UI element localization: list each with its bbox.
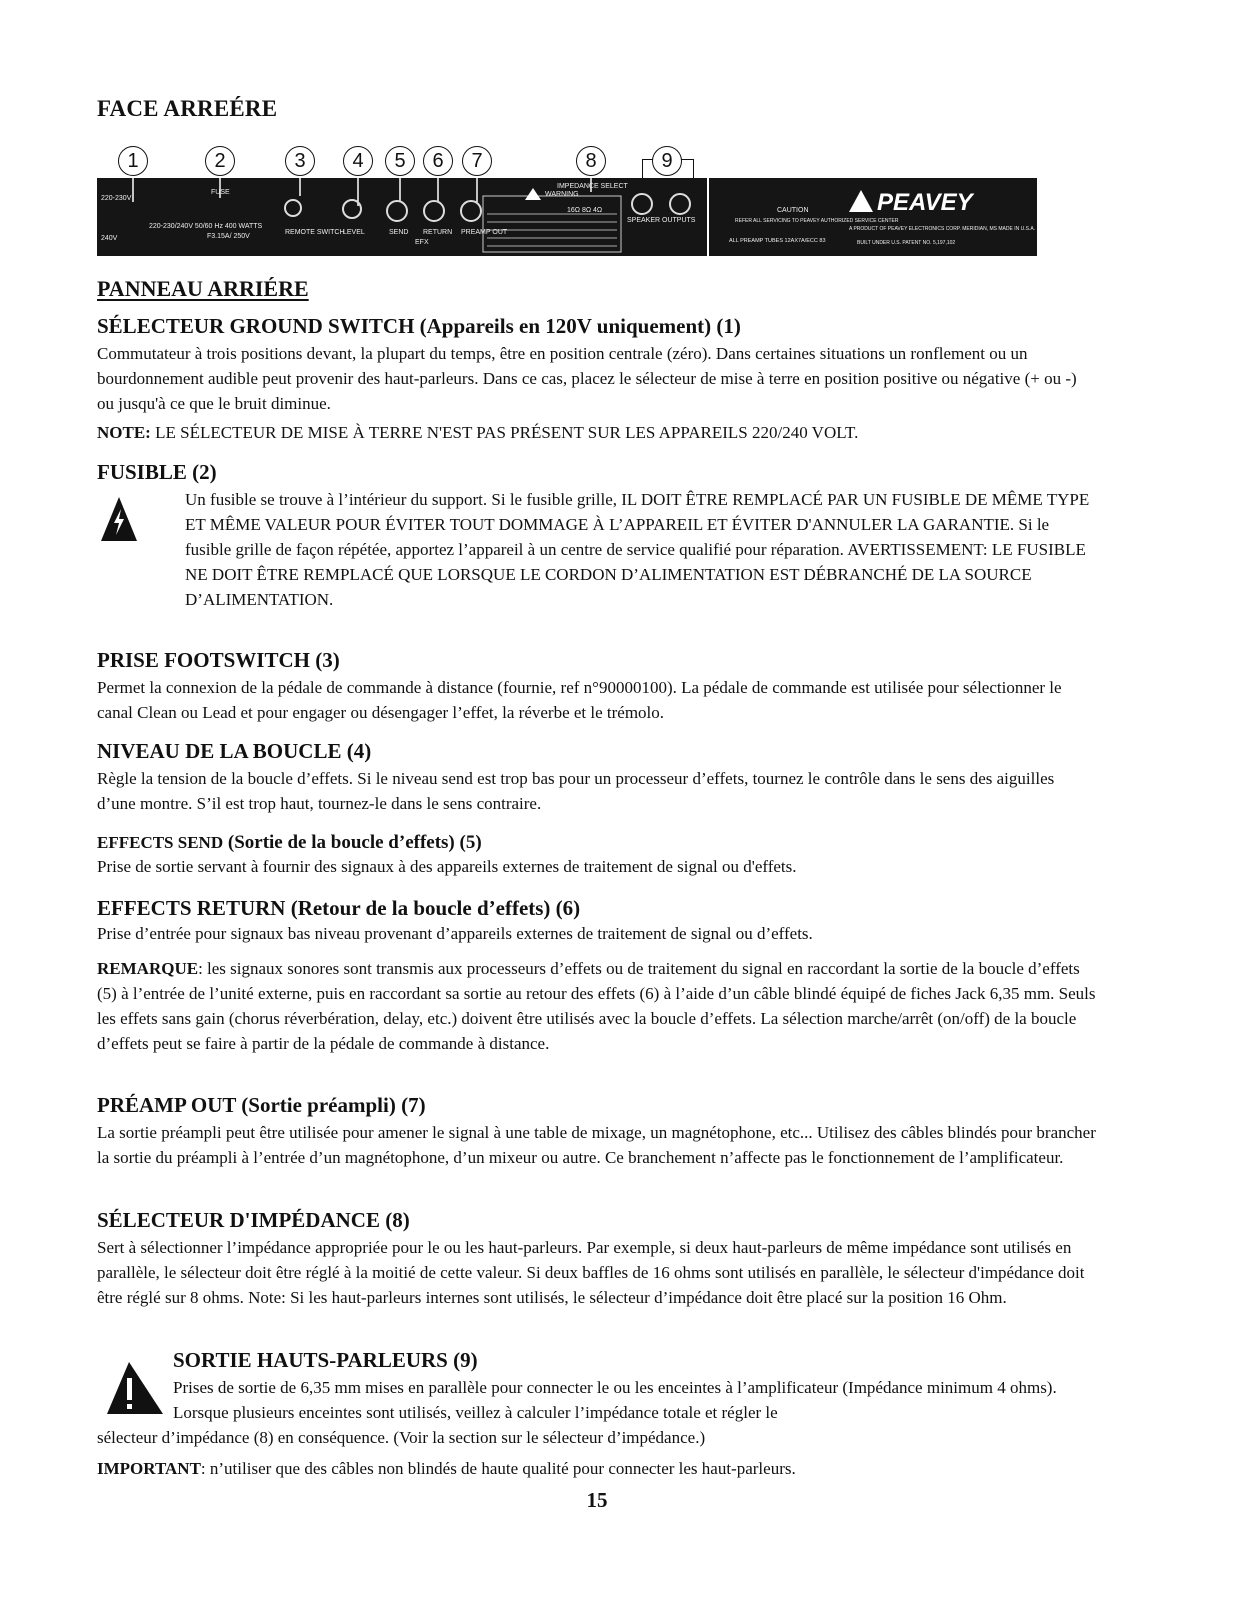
section-footswitch bbox=[97, 648, 1097, 725]
manual-page bbox=[97, 96, 1097, 1512]
panel-fuse-rating: F3.15A/ 250V bbox=[207, 233, 250, 240]
caution-warning-icon bbox=[97, 1348, 173, 1424]
panel-tubes: ALL PREAMP TUBES 12AX7A/ECC 83 bbox=[729, 238, 826, 244]
electric-shock-warning-icon bbox=[97, 487, 185, 557]
speakers-text-b: sélecteur d’impédance (8) en conséquence. (Voir la section sur le sélecteur d’impédance.) bbox=[97, 1428, 706, 1447]
remark-paragraph bbox=[97, 956, 1097, 1056]
callout-5: 5 bbox=[385, 146, 415, 176]
footswitch-title: PRISE FOOTSWITCH (3) bbox=[97, 648, 340, 672]
section-remark bbox=[97, 956, 1097, 1056]
callout-9: 9 bbox=[652, 146, 682, 176]
send-title-a: EFFECTS SEND bbox=[97, 833, 224, 852]
panel-speaker-outputs: SPEAKER OUTPUTS bbox=[627, 217, 696, 224]
callout-6: 6 bbox=[423, 146, 453, 176]
section-impedance bbox=[97, 1208, 1097, 1310]
section-effects-return bbox=[97, 896, 1097, 946]
loop-level-title: NIVEAU DE LA BOUCLE (4) bbox=[97, 739, 372, 763]
footswitch-text: Permet la connexion de la pédale de commande à distance (fournie, ref n°90000100). La pédale de commande est utilisée pour sélectionner le canal Clean ou Lead et pour engager ou désengager l’effet, la réverbe et le trémolo. bbox=[97, 678, 1062, 722]
important-text: : n’utiliser que des câbles non blindés de haute qualité pour connecter les haut-parleurs. bbox=[200, 1459, 796, 1478]
return-title: EFFECTS RETURN (Retour de la boucle d’effets) (6) bbox=[97, 896, 581, 920]
remark-text: : les signaux sonores sont transmis aux processeurs d’effets ou de traitement du signal en raccordant la sortie de la boucle d’effets (5) à l’entrée de l’unité externe, puis en raccordant sa sortie au retour des effets (6) à l’aide d’un câble blindé équipé de fiches Jack 6,35 mm. Seuls les effets sans gain (chorus réverbération, delay, etc.) doivent être utilisés avec la boucle d’effets. La sélection marche/arrêt (on/off) de la boucle d’effets peut se faire à partir de la pédale de commande à distance. bbox=[97, 959, 1096, 1053]
section-loop-level bbox=[97, 739, 1097, 816]
panel-impedance: IMPEDANCE SELECT bbox=[557, 183, 628, 190]
rear-panel-figure bbox=[97, 102, 1097, 272]
speakers-text-a: Prises de sortie de 6,35 mm mises en parallèle pour connecter le ou les enceintes à l’amplificateur (Impédance minimum 4 ohms). Lorsque plusieurs enceintes sont utilisés, veillez à calculer l’impédance totale et régler le bbox=[173, 1378, 1057, 1422]
rear-panel-image bbox=[97, 178, 1037, 258]
panel-caution-text: REFER ALL SERVICING TO PEAVEY AUTHORIZED SERVICE CENTER bbox=[735, 218, 899, 224]
ground-note-label: NOTE: bbox=[97, 423, 151, 442]
loop-level-text: Règle la tension de la boucle d’effets. Si le niveau send est trop bas pour un processeur d’effets, tournez le contrôle dans le sens des aiguilles d’une montre. S’il est trop haut, tournez-le dans le sens contraire. bbox=[97, 769, 1055, 813]
face-title: FACE ARREÉRE bbox=[97, 96, 278, 121]
panel-send: SEND bbox=[389, 229, 409, 236]
callout-8: 8 bbox=[576, 146, 606, 176]
return-text: Prise d’entrée pour signaux bas niveau provenant d’appareils externes de traitement de signal ou d’effets. bbox=[97, 924, 813, 943]
ground-note bbox=[97, 420, 1097, 445]
send-title-b: (Sortie de la boucle d’effets) (5) bbox=[223, 832, 482, 853]
panel-preamp: PREAMP OUT bbox=[461, 229, 508, 236]
impedance-title: SÉLECTEUR D'IMPÉDANCE (8) bbox=[97, 1208, 410, 1232]
panel-voltage-left: 240V bbox=[101, 235, 118, 242]
send-title bbox=[97, 832, 1097, 854]
callout-1: 1 bbox=[118, 146, 148, 176]
ground-note-text: LE SÉLECTEUR DE MISE À TERRE N'EST PAS PRÉSENT SUR LES APPAREILS 220/240 VOLT. bbox=[150, 423, 859, 442]
panel-product-of: A PRODUCT OF PEAVEY ELECTRONICS CORP. MERIDIAN, MS MADE IN U.S.A. bbox=[849, 226, 1036, 232]
ground-title: SÉLECTEUR GROUND SWITCH (Appareils en 120V uniquement) (1) bbox=[97, 314, 741, 338]
panel-brand: PEAVEY bbox=[877, 189, 973, 216]
panel-ratings: 220-230/240V 50/60 Hz 400 WATTS bbox=[149, 223, 263, 230]
callout-7: 7 bbox=[462, 146, 492, 176]
panel-return: RETURN bbox=[423, 229, 453, 236]
panel-remote: REMOTE SWITCH bbox=[285, 229, 345, 236]
panel-imp-values: 16Ω 8Ω 4Ω bbox=[567, 207, 603, 214]
fuse-title: FUSIBLE (2) bbox=[97, 460, 217, 484]
preamp-title: PRÉAMP OUT (Sortie préampli) (7) bbox=[97, 1093, 426, 1117]
ground-text: Commutateur à trois positions devant, la plupart du temps, être en position centrale (zéro). Dans certaines situations un ronflement ou un bourdonnement audible peut provenir des haut-parleurs. Dans ce cas, placez le sélecteur de mise à terre en position positive ou négative (+ ou -) ou jusqu'à ce que le bruit diminue. bbox=[97, 344, 1077, 413]
panel-patent: BUILT UNDER U.S. PATENT NO. 5,197,102 bbox=[857, 240, 956, 246]
callout-3: 3 bbox=[285, 146, 315, 176]
callout-2: 2 bbox=[205, 146, 235, 176]
panel-voltage: 220-230V bbox=[101, 195, 132, 202]
panel-fuse-label: FUSE bbox=[211, 189, 230, 196]
section-fuse bbox=[97, 460, 1097, 612]
panel-level: LEVEL bbox=[343, 229, 365, 236]
remark-label: REMARQUE bbox=[97, 959, 199, 978]
callout-4: 4 bbox=[343, 146, 373, 176]
section-speakers bbox=[97, 1348, 1097, 1481]
fuse-text: Un fusible se trouve à l’intérieur du support. Si le fusible grille, IL DOIT ÊTRE REMPLACÉ PAR UN FUSIBLE DE MÊME TYPE ET MÊME VALEUR POUR ÉVITER TOUT DOMMAGE À L’APPAREIL ET ÉVITER D'ANNULER LA GARANTIE. Si le fusible grille de façon répétée, apportez l’appareil à un centre de service qualifié pour réparation. AVERTISSEMENT: LE FUSIBLE NE DOIT ÊTRE REMPLACÉ QUE LORSQUE LE CORDON D’ALIMENTATION EST DÉBRANCHÉ DE LA SOURCE D’ALIMENTATION. bbox=[185, 490, 1090, 609]
panel-efx: EFX bbox=[415, 239, 429, 246]
section-title: PANNEAU ARRIÉRE bbox=[97, 276, 309, 301]
preamp-text: La sortie préampli peut être utilisée pour amener le signal à une table de mixage, un magnétophone, etc... Utilisez des câbles blindés pour brancher la sortie du préampli à l’entrée d’un magnétophone, d’un mixeur ou autre. Ce branchement n’affecte pas le fonctionnement de l’amplificateur. bbox=[97, 1123, 1096, 1167]
send-text: Prise de sortie servant à fournir des signaux à des appareils externes de traitement de signal ou d'effets. bbox=[97, 857, 797, 876]
impedance-text: Sert à sélectionner l’impédance appropriée pour le ou les haut-parleurs. Par exemple, si deux haut-parleurs de même impédance sont utilisés en parallèle, le sélecteur doit être réglé à la moitié de cette valeur. Si deux baffles de 16 ohms sont utilisés en parallèle, le sélecteur d'impédance doit être réglé sur 8 ohms. Note: Si les haut-parleurs internes sont utilisés, le sélecteur d’impédance doit être placé sur la position 16 Ohm. bbox=[97, 1238, 1085, 1307]
important-label: IMPORTANT bbox=[97, 1459, 201, 1478]
section-preamp bbox=[97, 1093, 1097, 1170]
important-paragraph bbox=[97, 1456, 1097, 1481]
section-ground bbox=[97, 314, 1097, 445]
speakers-title: SORTIE HAUTS-PARLEURS (9) bbox=[173, 1348, 478, 1372]
panel-caution: CAUTION bbox=[777, 207, 809, 214]
panel-warning: WARNING bbox=[545, 191, 579, 198]
page-number: 15 bbox=[586, 1488, 608, 1512]
section-effects-send bbox=[97, 832, 1097, 879]
